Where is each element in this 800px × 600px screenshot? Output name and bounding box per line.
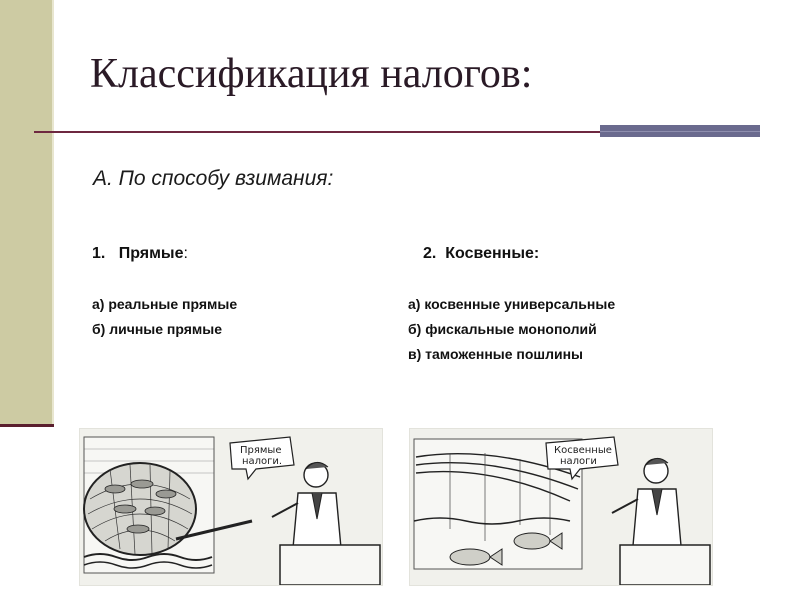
direct-bubble-line1: Прямые <box>240 445 282 456</box>
indirect-heading-number: 2. <box>423 245 437 262</box>
slide-subtitle: А. По способу взимания: <box>93 167 334 190</box>
list-item: а) косвенные универсальные <box>408 296 616 312</box>
direct-heading-label: Прямые <box>118 245 184 262</box>
direct-heading-colon: : <box>183 245 188 262</box>
direct-tax-cartoon <box>79 428 383 586</box>
indirect-tax-illustration <box>410 429 712 585</box>
list-item: в) таможенные пошлины <box>408 346 583 362</box>
list-item: б) личные прямые <box>92 321 223 337</box>
side-accent-foot <box>0 424 54 427</box>
list-item: а) реальные прямые <box>92 296 238 312</box>
title-divider-accent <box>600 125 760 137</box>
list-item: б) фискальные монополий <box>408 321 597 337</box>
title-divider <box>34 131 600 133</box>
direct-tax-illustration <box>80 429 382 585</box>
direct-heading-number: 1. <box>92 245 106 262</box>
indirect-tax-cartoon <box>409 428 713 586</box>
direct-heading <box>92 245 188 263</box>
indirect-heading-label: Косвенные: <box>445 245 540 262</box>
indirect-heading <box>423 245 539 263</box>
indirect-bubble-line2: налоги <box>560 456 597 467</box>
direct-bubble-line2: налоги. <box>242 456 283 467</box>
side-accent-edge <box>52 0 54 426</box>
side-accent-bar <box>0 0 52 426</box>
direct-list <box>92 292 237 342</box>
indirect-bubble-line1: Косвенные <box>554 445 612 456</box>
slide-title: Классификация налогов: <box>90 51 533 97</box>
indirect-list <box>408 292 615 367</box>
